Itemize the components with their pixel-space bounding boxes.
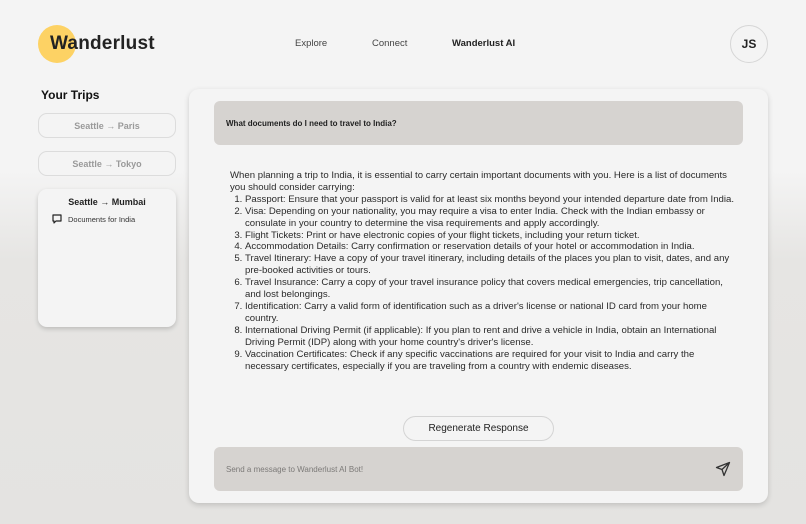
user-message-text: What documents do I need to travel to India? (226, 118, 397, 128)
bot-response (230, 170, 740, 372)
user-avatar[interactable]: JS (730, 25, 768, 63)
bot-intro: When planning a trip to India, it is essential to carry certain important documents with you. Here is a list of documents you should consider carrying: (230, 170, 727, 193)
bot-list-item: 3. Flight Tickets: Print or have electronic copies of your flight tickets, including your return ticket. (245, 230, 740, 242)
chat-bubble-icon (52, 214, 62, 224)
bot-list-item: 6. Travel Insurance: Carry a copy of your travel insurance policy that covers medical emergencies, trip cancellation, and lost belongings. (245, 277, 740, 301)
message-input-bar (214, 447, 743, 491)
trip-seattle-paris[interactable] (38, 113, 176, 138)
trip-label: Seattle → Tokyo (72, 158, 142, 169)
nav-wanderlust-ai[interactable]: Wanderlust AI (452, 38, 516, 49)
regenerate-response-button[interactable] (403, 416, 554, 441)
sidebar-title: Your Trips (41, 88, 100, 102)
chat-panel (189, 89, 768, 503)
chat-item-documents-for-india[interactable] (52, 214, 135, 224)
user-message (214, 101, 743, 145)
trip-seattle-mumbai[interactable] (38, 189, 176, 327)
bot-list-item: 5. Travel Itinerary: Have a copy of your travel itinerary, including details of the places you plan to visit, dates, and any pre-booked activities or tours. (245, 253, 740, 277)
trip-card-title: Seattle → Mumbai (68, 197, 146, 207)
nav-connect[interactable]: Connect (372, 38, 408, 49)
trip-label: Seattle → Paris (74, 120, 140, 131)
trip-seattle-tokyo[interactable] (38, 151, 176, 176)
bot-list-item: 1. Passport: Ensure that your passport is valid for at least six months beyond your intended departure date from India. (245, 194, 740, 206)
top-nav (0, 38, 806, 52)
nav-explore[interactable]: Explore (295, 38, 328, 49)
bot-list-item: 7. Identification: Carry a valid form of identification such as a driver's license or national ID card from your home country. (245, 301, 740, 325)
message-input[interactable] (226, 447, 696, 491)
bot-list-item: 2. Visa: Depending on your nationality, you may require a visa to enter India. Check with the Indian embassy or consulate in your country to determine the visa requirements and apply accordingly. (245, 206, 740, 230)
send-paper-plane-icon[interactable] (715, 461, 731, 477)
regenerate-label: Regenerate Response (428, 423, 529, 434)
bot-list-item: 9. Vaccination Certificates: Check if any specific vaccinations are required for your visit to India and carry the necessary certificates, especially if you are traveling from a country with endemic diseases. (245, 349, 740, 373)
bot-list (230, 194, 740, 373)
bot-list-item: 4. Accommodation Details: Carry confirmation or reservation details of your hotel or accommodation in India. (245, 241, 740, 253)
logo-text: Wanderlust (50, 33, 155, 54)
chat-item-label: Documents for India (68, 214, 136, 224)
bot-list-item: 8. International Driving Permit (if applicable): If you plan to rent and drive a vehicle in India, obtain an International Driving Permit (IDP) along with your home country's driver's license. (245, 325, 740, 349)
